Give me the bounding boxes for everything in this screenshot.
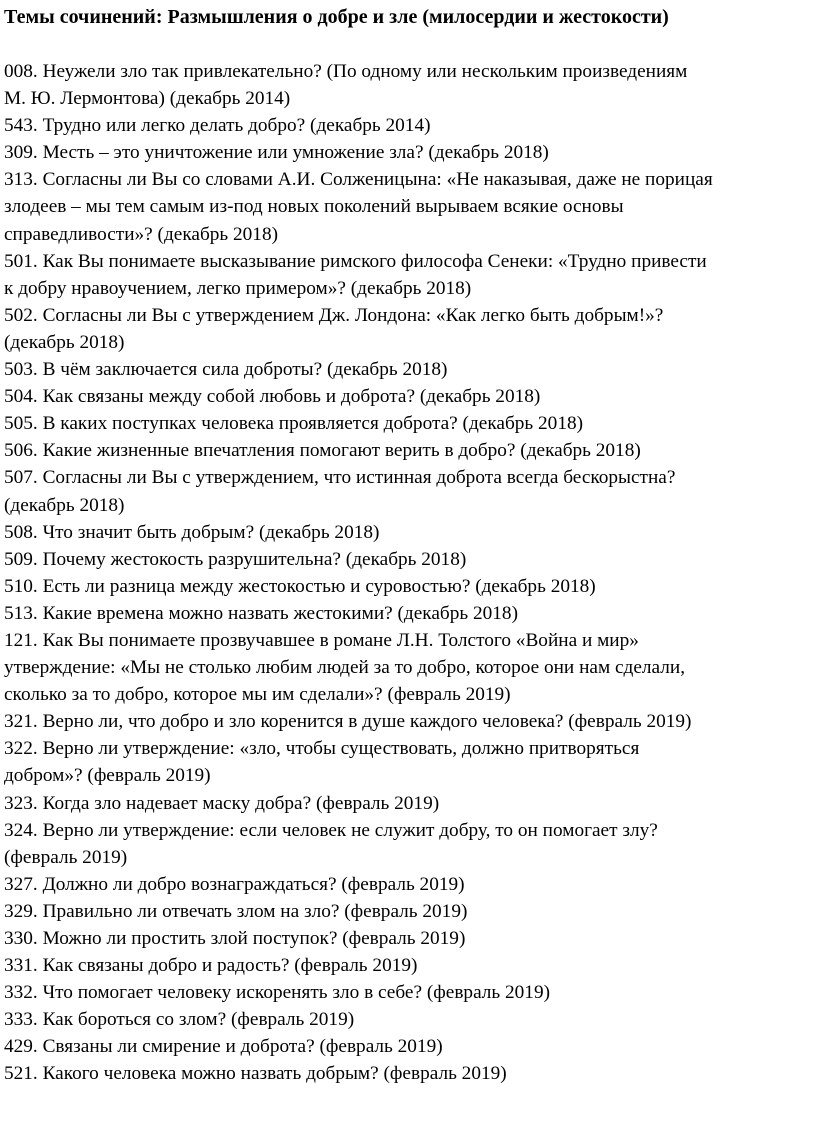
topic-item <box>4 790 816 817</box>
topic-line: 322. Верно ли утверждение: «зло, чтобы существовать, должно притворяться <box>4 738 640 760</box>
topic-line: 503. В чём заключается сила доброты? (декабрь 2018) <box>4 359 448 381</box>
topic-line: (декабрь 2018) <box>4 331 125 353</box>
topic-item <box>4 139 816 166</box>
topic-line: 332. Что помогает человеку искоренять зло в себе? (февраль 2019) <box>4 982 551 1004</box>
topic-line: 510. Есть ли разница между жестокостью и суровостью? (декабрь 2018) <box>4 575 596 597</box>
topic-line: 501. Как Вы понимаете высказывание римского философа Сенеки: «Трудно привести <box>4 250 707 272</box>
topic-line: 509. Почему жестокость разрушительна? (декабрь 2018) <box>4 548 467 570</box>
topic-line: 309. Месть – это уничтожение или умножение зла? (декабрь 2018) <box>4 142 549 164</box>
topic-item <box>4 898 816 925</box>
topic-item <box>4 952 816 979</box>
topic-line: 502. Согласны ли Вы с утверждением Дж. Лондона: «Как легко быть добрым!»? <box>4 304 664 326</box>
topic-line: 543. Трудно или легко делать добро? (декабрь 2014) <box>4 115 431 137</box>
topic-line: 429. Связаны ли смирение и доброта? (февраль 2019) <box>4 1036 443 1058</box>
topic-line: 330. Можно ли простить злой поступок? (февраль 2019) <box>4 928 466 949</box>
topic-line: 313. Согласны ли Вы со словами А.И. Солженицына: «Не наказывая, даже не порицая <box>4 169 713 191</box>
topic-item <box>4 410 816 437</box>
topic-line: справедливости»? (декабрь 2018) <box>4 223 279 245</box>
topic-line: добром»? (февраль 2019) <box>4 765 211 787</box>
topic-item <box>4 979 816 1006</box>
topic-line: 121. Как Вы понимаете прозвучавшее в романе Л.Н. Толстого «Война и мир» <box>4 629 639 651</box>
document-title: Темы сочинений: Размышления о добре и зле (милосердии и жестокости) <box>4 6 669 28</box>
topic-line: (февраль 2019) <box>4 846 128 868</box>
topic-line: утверждение: «Мы не столько любим людей за то добро, которое они нам сделали, <box>4 657 686 679</box>
topic-item <box>4 546 816 573</box>
topic-line: 329. Правильно ли отвечать злом на зло? (февраль 2019) <box>4 900 468 922</box>
topic-item <box>4 735 816 789</box>
topic-item <box>4 166 816 247</box>
topic-line: 508. Что значит быть добрым? (декабрь 2018) <box>4 521 380 543</box>
topic-line: 513. Какие времена можно назвать жестокими? (декабрь 2018) <box>4 602 518 624</box>
topic-line: 506. Какие жизненные впечатления помогают верить в добро? (декабрь 2018) <box>4 440 641 462</box>
topic-item <box>4 464 816 518</box>
topic-line: сколько за то добро, которое мы им сделали»? (февраль 2019) <box>4 684 511 706</box>
topic-line: злодеев – мы тем самым из-под новых поколений вырываем всякие основы <box>4 196 624 218</box>
topic-list <box>4 58 816 1088</box>
topic-line: 323. Когда зло надевает маску добра? (февраль 2019) <box>4 792 440 814</box>
topic-item <box>4 302 816 356</box>
topic-item <box>4 627 816 708</box>
topic-item <box>4 1006 816 1033</box>
topic-item <box>4 383 816 410</box>
topic-line: 507. Согласны ли Вы с утверждением, что истинная доброта всегда бескорыстна? <box>4 467 676 489</box>
topic-line: (декабрь 2018) <box>4 494 125 516</box>
topic-item <box>4 1033 816 1060</box>
topic-line: 321. Верно ли, что добро и зло коренится в душе каждого человека? (февраль 2019) <box>4 711 692 733</box>
topic-line: 505. В каких поступках человека проявляется доброта? (декабрь 2018) <box>4 413 584 435</box>
topic-item <box>4 437 816 464</box>
topic-line: М. Ю. Лермонтова) (декабрь 2014) <box>4 88 291 110</box>
topic-item <box>4 248 816 302</box>
topic-line: 521. Какого человека можно назвать добрым? (февраль 2019) <box>4 1063 507 1085</box>
topic-item <box>4 925 816 952</box>
topic-item <box>4 871 816 898</box>
topic-item <box>4 112 816 139</box>
topic-line: 331. Как связаны добро и радость? (февраль 2019) <box>4 955 418 977</box>
topic-item <box>4 58 816 112</box>
topic-line: 324. Верно ли утверждение: если человек не служит добру, то он помогает злу? <box>4 819 658 841</box>
topic-item <box>4 600 816 627</box>
topic-item <box>4 573 816 600</box>
topic-line: к добру нравоучением, легко примером»? (декабрь 2018) <box>4 277 472 299</box>
topic-line: 504. Как связаны между собой любовь и доброта? (декабрь 2018) <box>4 386 541 408</box>
topic-item <box>4 817 816 871</box>
topic-item <box>4 356 816 383</box>
topic-item <box>4 708 816 735</box>
topic-line: 333. Как бороться со злом? (февраль 2019) <box>4 1009 355 1031</box>
topic-line: 008. Неужели зло так привлекательно? (По одному или нескольким произведениям <box>4 61 688 82</box>
topic-item <box>4 519 816 546</box>
topic-line: 327. Должно ли добро вознаграждаться? (февраль 2019) <box>4 873 465 895</box>
blank-line <box>4 31 816 58</box>
topic-item <box>4 1060 816 1087</box>
